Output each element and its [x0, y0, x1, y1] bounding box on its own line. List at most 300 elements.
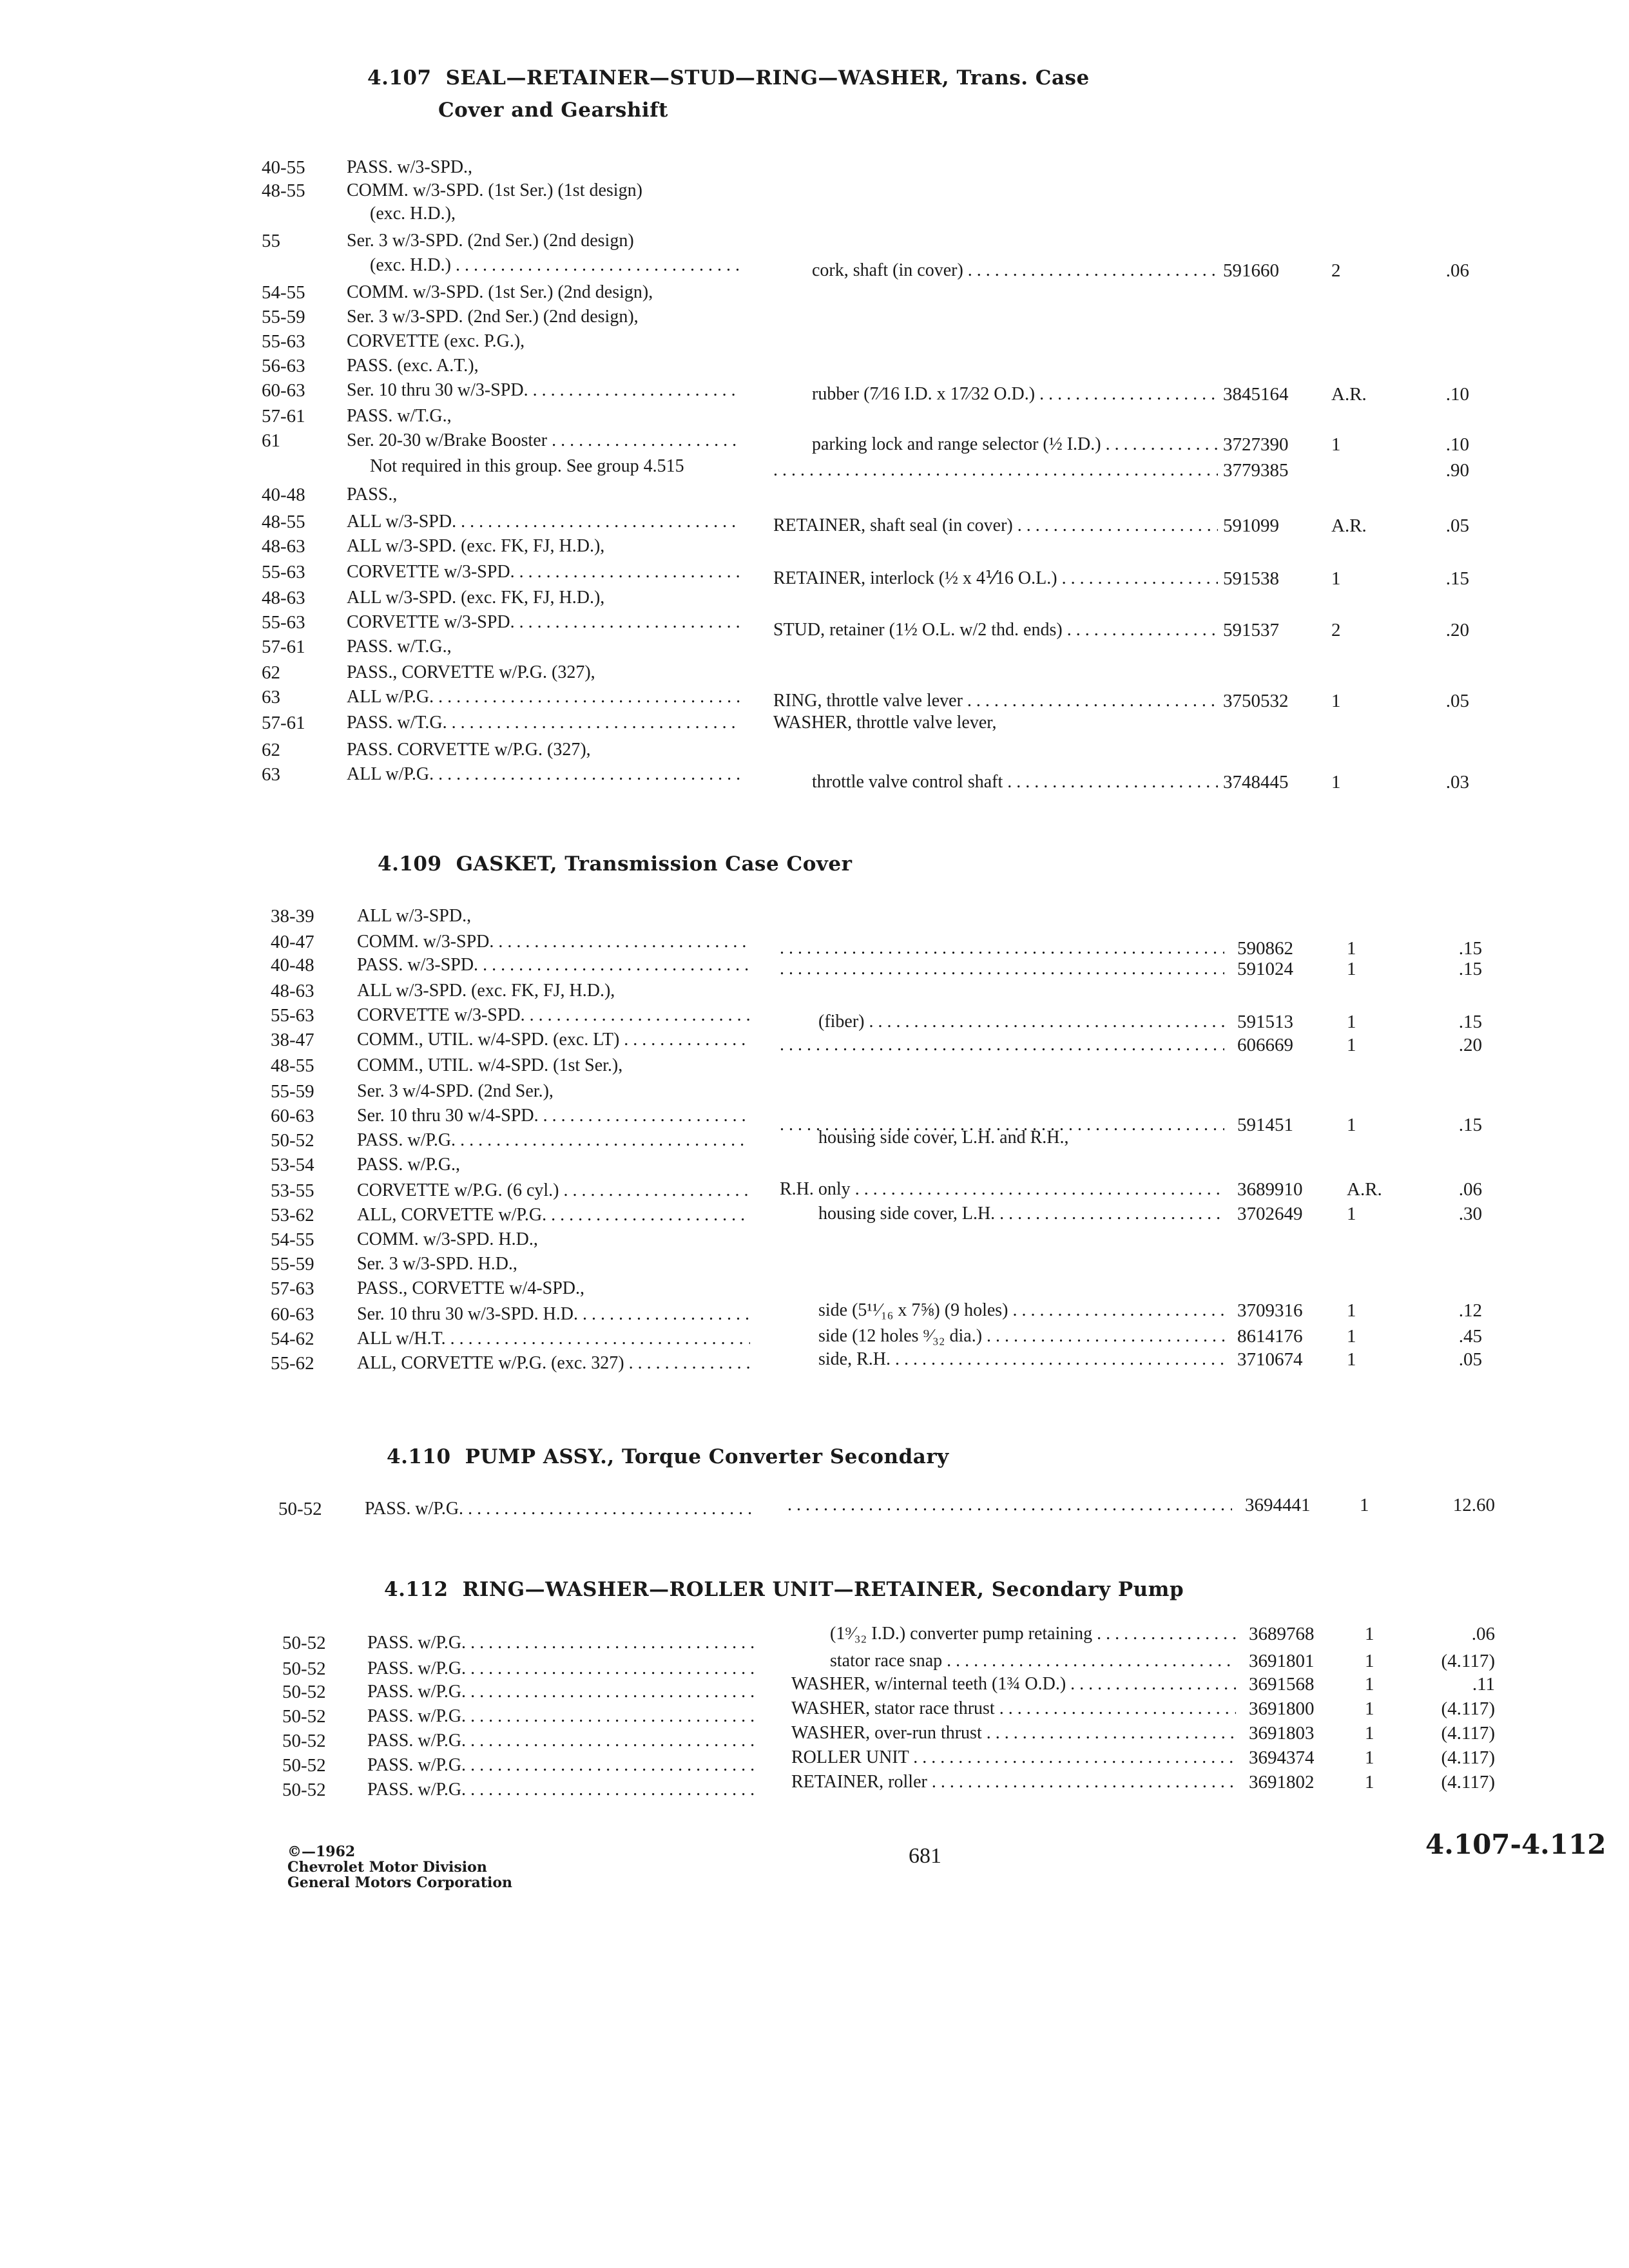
- part-text: STUD, retainer (1½ O.L. w/2 thd. ends): [773, 620, 1063, 640]
- application-text: CORVETTE (exc. P.G.),: [347, 331, 525, 351]
- model-year: 63: [262, 764, 280, 785]
- part-text: ROLLER UNIT: [791, 1747, 909, 1767]
- part-text: (1⁹⁄₃₂ I.D.) converter pump retaining: [830, 1624, 1093, 1644]
- model-year: 40-48: [271, 955, 314, 975]
- list-price: .15: [1458, 938, 1482, 959]
- part-description: [818, 1126, 1224, 1149]
- model-year: 50-52: [282, 1780, 326, 1800]
- quantity: 1: [1347, 1115, 1356, 1135]
- model-application: [357, 1080, 750, 1103]
- part-description: [791, 1746, 1236, 1769]
- quantity: 1: [1331, 568, 1341, 589]
- part-number: 3694374: [1249, 1747, 1315, 1768]
- part-description: [773, 514, 1218, 537]
- quantity: A.R.: [1331, 384, 1367, 405]
- part-description: [812, 433, 1218, 456]
- part-description: [818, 1010, 1224, 1033]
- part-description: [773, 689, 1218, 713]
- part-text: cork, shaft (in cover): [812, 260, 963, 280]
- model-application: [347, 229, 740, 253]
- model-application: [357, 1277, 750, 1300]
- section-title: [384, 1576, 1184, 1603]
- part-text: side, R.H.: [818, 1349, 891, 1369]
- part-text: (fiber): [818, 1012, 865, 1032]
- list-price: .20: [1445, 620, 1469, 640]
- model-year: 50-52: [282, 1755, 326, 1776]
- model-application: [357, 1253, 750, 1276]
- part-number: 3689768: [1249, 1624, 1315, 1644]
- quantity: 1: [1365, 1723, 1374, 1744]
- model-application: [357, 1028, 750, 1052]
- quantity: 1: [1365, 1624, 1374, 1644]
- section-heading: PUMP ASSY., Torque Converter Secondary: [465, 1445, 949, 1468]
- application-text: PASS., CORVETTE w/P.G. (327),: [347, 662, 595, 682]
- model-year: 50-52: [282, 1706, 326, 1727]
- list-price: .05: [1445, 691, 1469, 711]
- model-application: [357, 1327, 750, 1350]
- part-text: side (5¹¹⁄₁₆ x 7⅝) (9 holes): [818, 1300, 1008, 1320]
- quantity: 1: [1347, 1204, 1356, 1224]
- application-text: ALL, CORVETTE w/P.G. (exc. 327): [357, 1353, 624, 1373]
- section-number: 4.109: [378, 852, 442, 876]
- model-application: [367, 1778, 760, 1802]
- model-application: [357, 930, 750, 954]
- part-number: 3691803: [1249, 1723, 1315, 1744]
- part-text: housing side cover, L.H.: [818, 1204, 996, 1224]
- model-year: 40-47: [271, 932, 314, 952]
- application-text: CORVETTE w/3-SPD.: [357, 1005, 525, 1025]
- model-year: 57-63: [271, 1278, 314, 1299]
- section-range: 4.107-4.112: [1425, 1829, 1606, 1860]
- application-text: ALL w/H.T.: [357, 1329, 446, 1349]
- application-text: PASS. w/P.G.: [367, 1755, 467, 1775]
- model-year: 40-55: [262, 157, 305, 178]
- application-text: PASS. w/3-SPD.: [357, 955, 479, 975]
- application-text: PASS. w/P.G.: [367, 1780, 467, 1800]
- quantity: 1: [1347, 938, 1356, 959]
- list-price: .45: [1458, 1326, 1482, 1347]
- application-text: COMM. w/3-SPD. (1st Ser.) (2nd design),: [347, 282, 653, 302]
- model-year: 55-59: [271, 1254, 314, 1274]
- application-text: Ser. 3 w/4-SPD. (2nd Ser.),: [357, 1081, 554, 1101]
- part-number: 591513: [1237, 1012, 1293, 1032]
- application-text: CORVETTE w/3-SPD.: [347, 562, 515, 582]
- model-application: [370, 254, 740, 277]
- application-text: COMM. w/3-SPD.: [357, 932, 494, 952]
- quantity: A.R.: [1347, 1179, 1382, 1200]
- model-year: 57-61: [262, 713, 305, 733]
- section-heading: SEAL—RETAINER—STUD—RING—WASHER, Trans. Case: [445, 66, 1090, 90]
- model-application: [347, 711, 740, 735]
- application-text: PASS. w/T.G.,: [347, 637, 452, 657]
- application-text: PASS. w/P.G.: [367, 1658, 467, 1678]
- model-application: [367, 1729, 760, 1753]
- quantity: 1: [1331, 691, 1341, 711]
- model-application: [347, 611, 740, 634]
- part-number: 3691568: [1249, 1674, 1315, 1695]
- part-description: [812, 259, 1218, 282]
- section-number: 4.107: [367, 66, 432, 90]
- model-year: 55-63: [262, 331, 305, 352]
- application-text: PASS. w/P.G.: [367, 1706, 467, 1726]
- application-text: PASS. w/P.G.: [367, 1731, 467, 1751]
- section-heading: GASKET, Transmission Case Cover: [456, 852, 853, 876]
- application-text: PASS. CORVETTE w/P.G. (327),: [347, 740, 591, 760]
- list-price: .12: [1458, 1300, 1482, 1321]
- section-title: [378, 850, 852, 878]
- model-year: 53-54: [271, 1155, 314, 1175]
- application-text: CORVETTE w/3-SPD.: [347, 612, 515, 632]
- application-text: PASS. w/T.G.,: [347, 406, 452, 426]
- part-number: 3709316: [1237, 1300, 1303, 1321]
- quantity: 1: [1347, 1035, 1356, 1055]
- application-text: PASS. w/3-SPD.,: [347, 157, 473, 177]
- quantity: 1: [1347, 959, 1356, 979]
- model-year: 48-63: [262, 536, 305, 557]
- application-text: ALL, CORVETTE w/P.G.: [357, 1205, 547, 1225]
- part-number: 591451: [1237, 1115, 1293, 1135]
- model-application: [347, 281, 740, 304]
- model-year: 40-48: [262, 485, 305, 505]
- list-price: .06: [1471, 1624, 1495, 1644]
- part-number: 591099: [1223, 515, 1279, 536]
- quantity: 1: [1365, 1698, 1374, 1719]
- quantity: 1: [1365, 1772, 1374, 1792]
- model-application: [347, 763, 740, 786]
- part-description: [791, 1673, 1236, 1696]
- application-text: Ser. 20-30 w/Brake Booster: [347, 430, 548, 450]
- application-text: Ser. 3 w/3-SPD. H.D.,: [357, 1254, 517, 1274]
- application-text: ALL w/3-SPD. (exc. FK, FJ, H.D.),: [347, 536, 605, 556]
- part-number: 3691802: [1249, 1772, 1315, 1792]
- application-text: ALL w/P.G.: [347, 764, 434, 784]
- model-year: 56-63: [262, 356, 305, 376]
- application-text: COMM., UTIL. w/4-SPD. (1st Ser.),: [357, 1055, 623, 1075]
- model-year: 50-52: [282, 1633, 326, 1653]
- application-text: COMM., UTIL. w/4-SPD. (exc. LT): [357, 1030, 620, 1050]
- quantity: 1: [1331, 434, 1341, 455]
- part-text: RING, throttle valve lever: [773, 691, 963, 711]
- model-year: 61: [262, 430, 280, 451]
- part-number: 3748445: [1223, 772, 1289, 793]
- model-year: 60-63: [271, 1106, 314, 1126]
- model-year: 57-61: [262, 637, 305, 657]
- model-application: [367, 1680, 760, 1704]
- list-price: .03: [1445, 772, 1469, 793]
- part-text: WASHER, stator race thrust: [791, 1698, 995, 1718]
- list-price: .05: [1458, 1349, 1482, 1370]
- part-description: [773, 567, 1218, 590]
- list-price: .11: [1472, 1674, 1495, 1695]
- list-price: (4.117): [1441, 1723, 1495, 1744]
- part-number: 606669: [1237, 1035, 1293, 1055]
- part-description: [791, 1697, 1236, 1720]
- application-text: (exc. H.D.): [370, 255, 451, 275]
- part-description: [818, 1325, 1224, 1348]
- part-description: [780, 1033, 1224, 1057]
- part-text: WASHER, throttle valve lever,: [773, 713, 997, 733]
- model-application: [357, 1352, 750, 1375]
- application-text: PASS. w/P.G.,: [357, 1155, 461, 1175]
- model-application: [347, 405, 740, 428]
- model-application: [357, 1129, 750, 1152]
- model-application: [347, 156, 740, 179]
- quantity: 1: [1347, 1326, 1356, 1347]
- model-application: [347, 510, 740, 533]
- model-application: [347, 354, 740, 378]
- part-number: 3691801: [1249, 1651, 1315, 1671]
- quantity: 1: [1347, 1349, 1356, 1370]
- application-text: Ser. 3 w/3-SPD. (2nd Ser.) (2nd design): [347, 231, 634, 251]
- list-price: .15: [1458, 959, 1482, 979]
- copyright-block: [287, 1844, 512, 1890]
- part-description: [812, 771, 1218, 794]
- application-text: PASS., CORVETTE w/4-SPD.,: [357, 1278, 585, 1298]
- part-number: 3710674: [1237, 1349, 1303, 1370]
- model-year: 50-52: [282, 1731, 326, 1751]
- part-description: [780, 957, 1224, 981]
- part-description: [780, 937, 1224, 960]
- list-price: .10: [1445, 434, 1469, 455]
- part-text: rubber (7⁄16 I.D. x 17⁄32 O.D.): [812, 384, 1036, 404]
- part-number: 3691800: [1249, 1698, 1315, 1719]
- list-price: (4.117): [1441, 1772, 1495, 1792]
- part-description: [812, 383, 1218, 406]
- application-text: PASS. w/T.G.: [347, 713, 447, 733]
- part-number: 3694441: [1245, 1495, 1311, 1515]
- part-number: 3779385: [1223, 460, 1289, 481]
- part-number: 591538: [1223, 568, 1279, 589]
- application-text: COMM. w/3-SPD. H.D.,: [357, 1229, 538, 1249]
- part-number: 591024: [1237, 959, 1293, 979]
- part-description: [773, 619, 1218, 642]
- application-text: (exc. H.D.),: [370, 204, 456, 224]
- model-application: [347, 661, 740, 684]
- model-application: [367, 1705, 760, 1728]
- part-description: [791, 1771, 1236, 1794]
- quantity: 1: [1347, 1300, 1356, 1321]
- model-year: 57-61: [262, 406, 305, 427]
- model-year: 53-55: [271, 1180, 314, 1201]
- model-year: 55-62: [271, 1353, 314, 1374]
- model-year: 38-39: [271, 906, 314, 927]
- list-price: .06: [1458, 1179, 1482, 1200]
- part-description: [773, 711, 1218, 735]
- model-application: [357, 1228, 750, 1251]
- model-year: 55-63: [262, 562, 305, 582]
- part-description: [773, 459, 1218, 482]
- section-number: 4.110: [387, 1445, 451, 1468]
- quantity: A.R.: [1331, 515, 1367, 536]
- application-text: PASS. w/P.G.: [365, 1499, 464, 1519]
- model-application: [370, 202, 740, 226]
- section-title: [367, 64, 1090, 91]
- section-number: 4.112: [384, 1578, 448, 1601]
- list-price: (4.117): [1441, 1698, 1495, 1719]
- list-price: .10: [1445, 384, 1469, 405]
- part-text: WASHER, over-run thrust: [791, 1723, 982, 1743]
- part-text: side (12 holes ⁹⁄₃₂ dia.): [818, 1326, 983, 1346]
- application-text: ALL w/3-SPD.: [347, 512, 457, 532]
- model-application: [347, 535, 740, 558]
- part-description: [787, 1494, 1232, 1517]
- part-text: R.H. only: [780, 1179, 851, 1199]
- model-application: [347, 483, 740, 506]
- part-number: 3845164: [1223, 384, 1289, 405]
- part-number: 3689910: [1237, 1179, 1303, 1200]
- model-year: 62: [262, 662, 280, 683]
- list-price: .05: [1445, 515, 1469, 536]
- part-text: RETAINER, interlock (½ x 4⅟16 O.L.): [773, 568, 1057, 588]
- part-number: 591660: [1223, 260, 1279, 281]
- model-year: 48-55: [271, 1055, 314, 1076]
- part-text: housing side cover, L.H. and R.H.,: [818, 1128, 1069, 1148]
- model-application: [357, 1179, 750, 1202]
- model-application: [347, 738, 740, 762]
- model-year: 55-63: [262, 612, 305, 633]
- list-price: .06: [1445, 260, 1469, 281]
- part-number: 3727390: [1223, 434, 1289, 455]
- application-text: Ser. 10 thru 30 w/3-SPD.: [347, 380, 528, 400]
- division-line: Chevrolet Motor Division: [287, 1859, 487, 1876]
- quantity: 1: [1360, 1495, 1369, 1515]
- model-year: 54-55: [271, 1229, 314, 1250]
- part-text: RETAINER, shaft seal (in cover): [773, 515, 1013, 535]
- part-description: [818, 1202, 1224, 1225]
- quantity: 1: [1365, 1747, 1374, 1768]
- model-year: 50-52: [282, 1658, 326, 1679]
- model-application: [347, 586, 740, 610]
- part-text: RETAINER, roller: [791, 1772, 927, 1792]
- model-application: [367, 1657, 760, 1680]
- quantity: 1: [1331, 772, 1341, 793]
- model-year: 48-55: [262, 180, 305, 201]
- model-application: [357, 1004, 750, 1027]
- model-application: [357, 1104, 750, 1128]
- model-application: [367, 1754, 760, 1777]
- quantity: 2: [1331, 620, 1341, 640]
- model-application: [357, 979, 750, 1003]
- quantity: 1: [1347, 1012, 1356, 1032]
- quantity: 1: [1365, 1674, 1374, 1695]
- list-price: .30: [1458, 1204, 1482, 1224]
- application-text: PASS.,: [347, 485, 398, 505]
- part-description: [818, 1299, 1224, 1322]
- part-text: WASHER, w/internal teeth (1¾ O.D.): [791, 1674, 1066, 1694]
- quantity: 1: [1365, 1651, 1374, 1671]
- model-year: 50-52: [282, 1682, 326, 1702]
- application-text: PASS. w/P.G.: [367, 1633, 467, 1653]
- model-year: 48-63: [262, 588, 305, 608]
- model-application: [357, 1054, 750, 1077]
- part-number: 590862: [1237, 938, 1293, 959]
- model-year: 60-63: [262, 380, 305, 401]
- model-application: [367, 1631, 760, 1655]
- model-application: [347, 686, 740, 709]
- list-price: 12.60: [1452, 1495, 1495, 1515]
- model-year: 48-63: [271, 981, 314, 1001]
- model-year: 60-63: [271, 1304, 314, 1325]
- part-text: stator race snap: [830, 1651, 943, 1671]
- part-description: [791, 1722, 1236, 1745]
- list-price: .15: [1458, 1012, 1482, 1032]
- part-description: [780, 1178, 1224, 1201]
- model-year: 54-55: [262, 282, 305, 303]
- model-application: [357, 1153, 750, 1177]
- application-text: PASS. w/P.G.: [367, 1682, 467, 1702]
- model-application: [365, 1497, 758, 1521]
- application-text: PASS. w/P.G.: [357, 1130, 456, 1150]
- section-subtitle: Cover and Gearshift: [438, 99, 668, 122]
- list-price: .90: [1445, 460, 1469, 481]
- model-year: 48-55: [262, 512, 305, 532]
- list-price: .15: [1445, 568, 1469, 589]
- model-application: [347, 429, 740, 452]
- model-year: 53-62: [271, 1205, 314, 1225]
- model-application: [347, 379, 740, 402]
- model-year: 55-59: [262, 307, 305, 327]
- part-number: 3750532: [1223, 691, 1289, 711]
- model-application: [347, 305, 740, 329]
- list-price: (4.117): [1441, 1747, 1495, 1768]
- model-application: [370, 455, 740, 478]
- model-year: 62: [262, 740, 280, 760]
- copyright-line: ©—1962: [287, 1843, 356, 1860]
- part-number: 591537: [1223, 620, 1279, 640]
- model-application: [357, 1303, 750, 1326]
- part-description: [818, 1348, 1224, 1371]
- model-year: 50-52: [278, 1499, 322, 1519]
- application-text: ALL w/3-SPD. (exc. FK, FJ, H.D.),: [357, 981, 615, 1001]
- model-year: 63: [262, 687, 280, 707]
- quantity: 2: [1331, 260, 1341, 281]
- model-year: 54-62: [271, 1329, 314, 1349]
- part-text: parking lock and range selector (½ I.D.): [812, 434, 1101, 454]
- application-text: PASS. (exc. A.T.),: [347, 356, 479, 376]
- model-year: 38-47: [271, 1030, 314, 1050]
- list-price: (4.117): [1441, 1651, 1495, 1671]
- section-heading: RING—WASHER—ROLLER UNIT—RETAINER, Secondary Pump: [462, 1578, 1184, 1601]
- model-application: [347, 561, 740, 584]
- model-year: 50-52: [271, 1130, 314, 1151]
- model-application: [347, 179, 740, 202]
- part-number: 3702649: [1237, 1204, 1303, 1224]
- model-application: [347, 330, 740, 353]
- model-year: 55: [262, 231, 280, 251]
- list-price: .20: [1458, 1035, 1482, 1055]
- application-text: ALL w/P.G.: [347, 687, 434, 707]
- application-text: CORVETTE w/P.G. (6 cyl.): [357, 1180, 559, 1200]
- model-application: [357, 905, 750, 928]
- section-title: [387, 1443, 949, 1470]
- corporation-line: General Motors Corporation: [287, 1874, 513, 1891]
- application-text: Not required in this group. See group 4.515: [370, 456, 684, 476]
- model-application: [347, 635, 740, 658]
- application-text: COMM. w/3-SPD. (1st Ser.) (1st design): [347, 180, 642, 200]
- part-description: [830, 1622, 1236, 1646]
- application-text: Ser. 10 thru 30 w/4-SPD.: [357, 1106, 539, 1126]
- application-text: Ser. 3 w/3-SPD. (2nd Ser.) (2nd design),: [347, 307, 639, 327]
- application-text: ALL w/3-SPD.,: [357, 906, 472, 926]
- part-text: throttle valve control shaft: [812, 772, 1003, 792]
- page-number: 681: [909, 1844, 941, 1868]
- part-description: [830, 1649, 1236, 1673]
- model-application: [357, 1204, 750, 1227]
- part-number: 8614176: [1237, 1326, 1303, 1347]
- list-price: .15: [1458, 1115, 1482, 1135]
- application-text: ALL w/3-SPD. (exc. FK, FJ, H.D.),: [347, 588, 605, 608]
- model-year: 55-59: [271, 1081, 314, 1102]
